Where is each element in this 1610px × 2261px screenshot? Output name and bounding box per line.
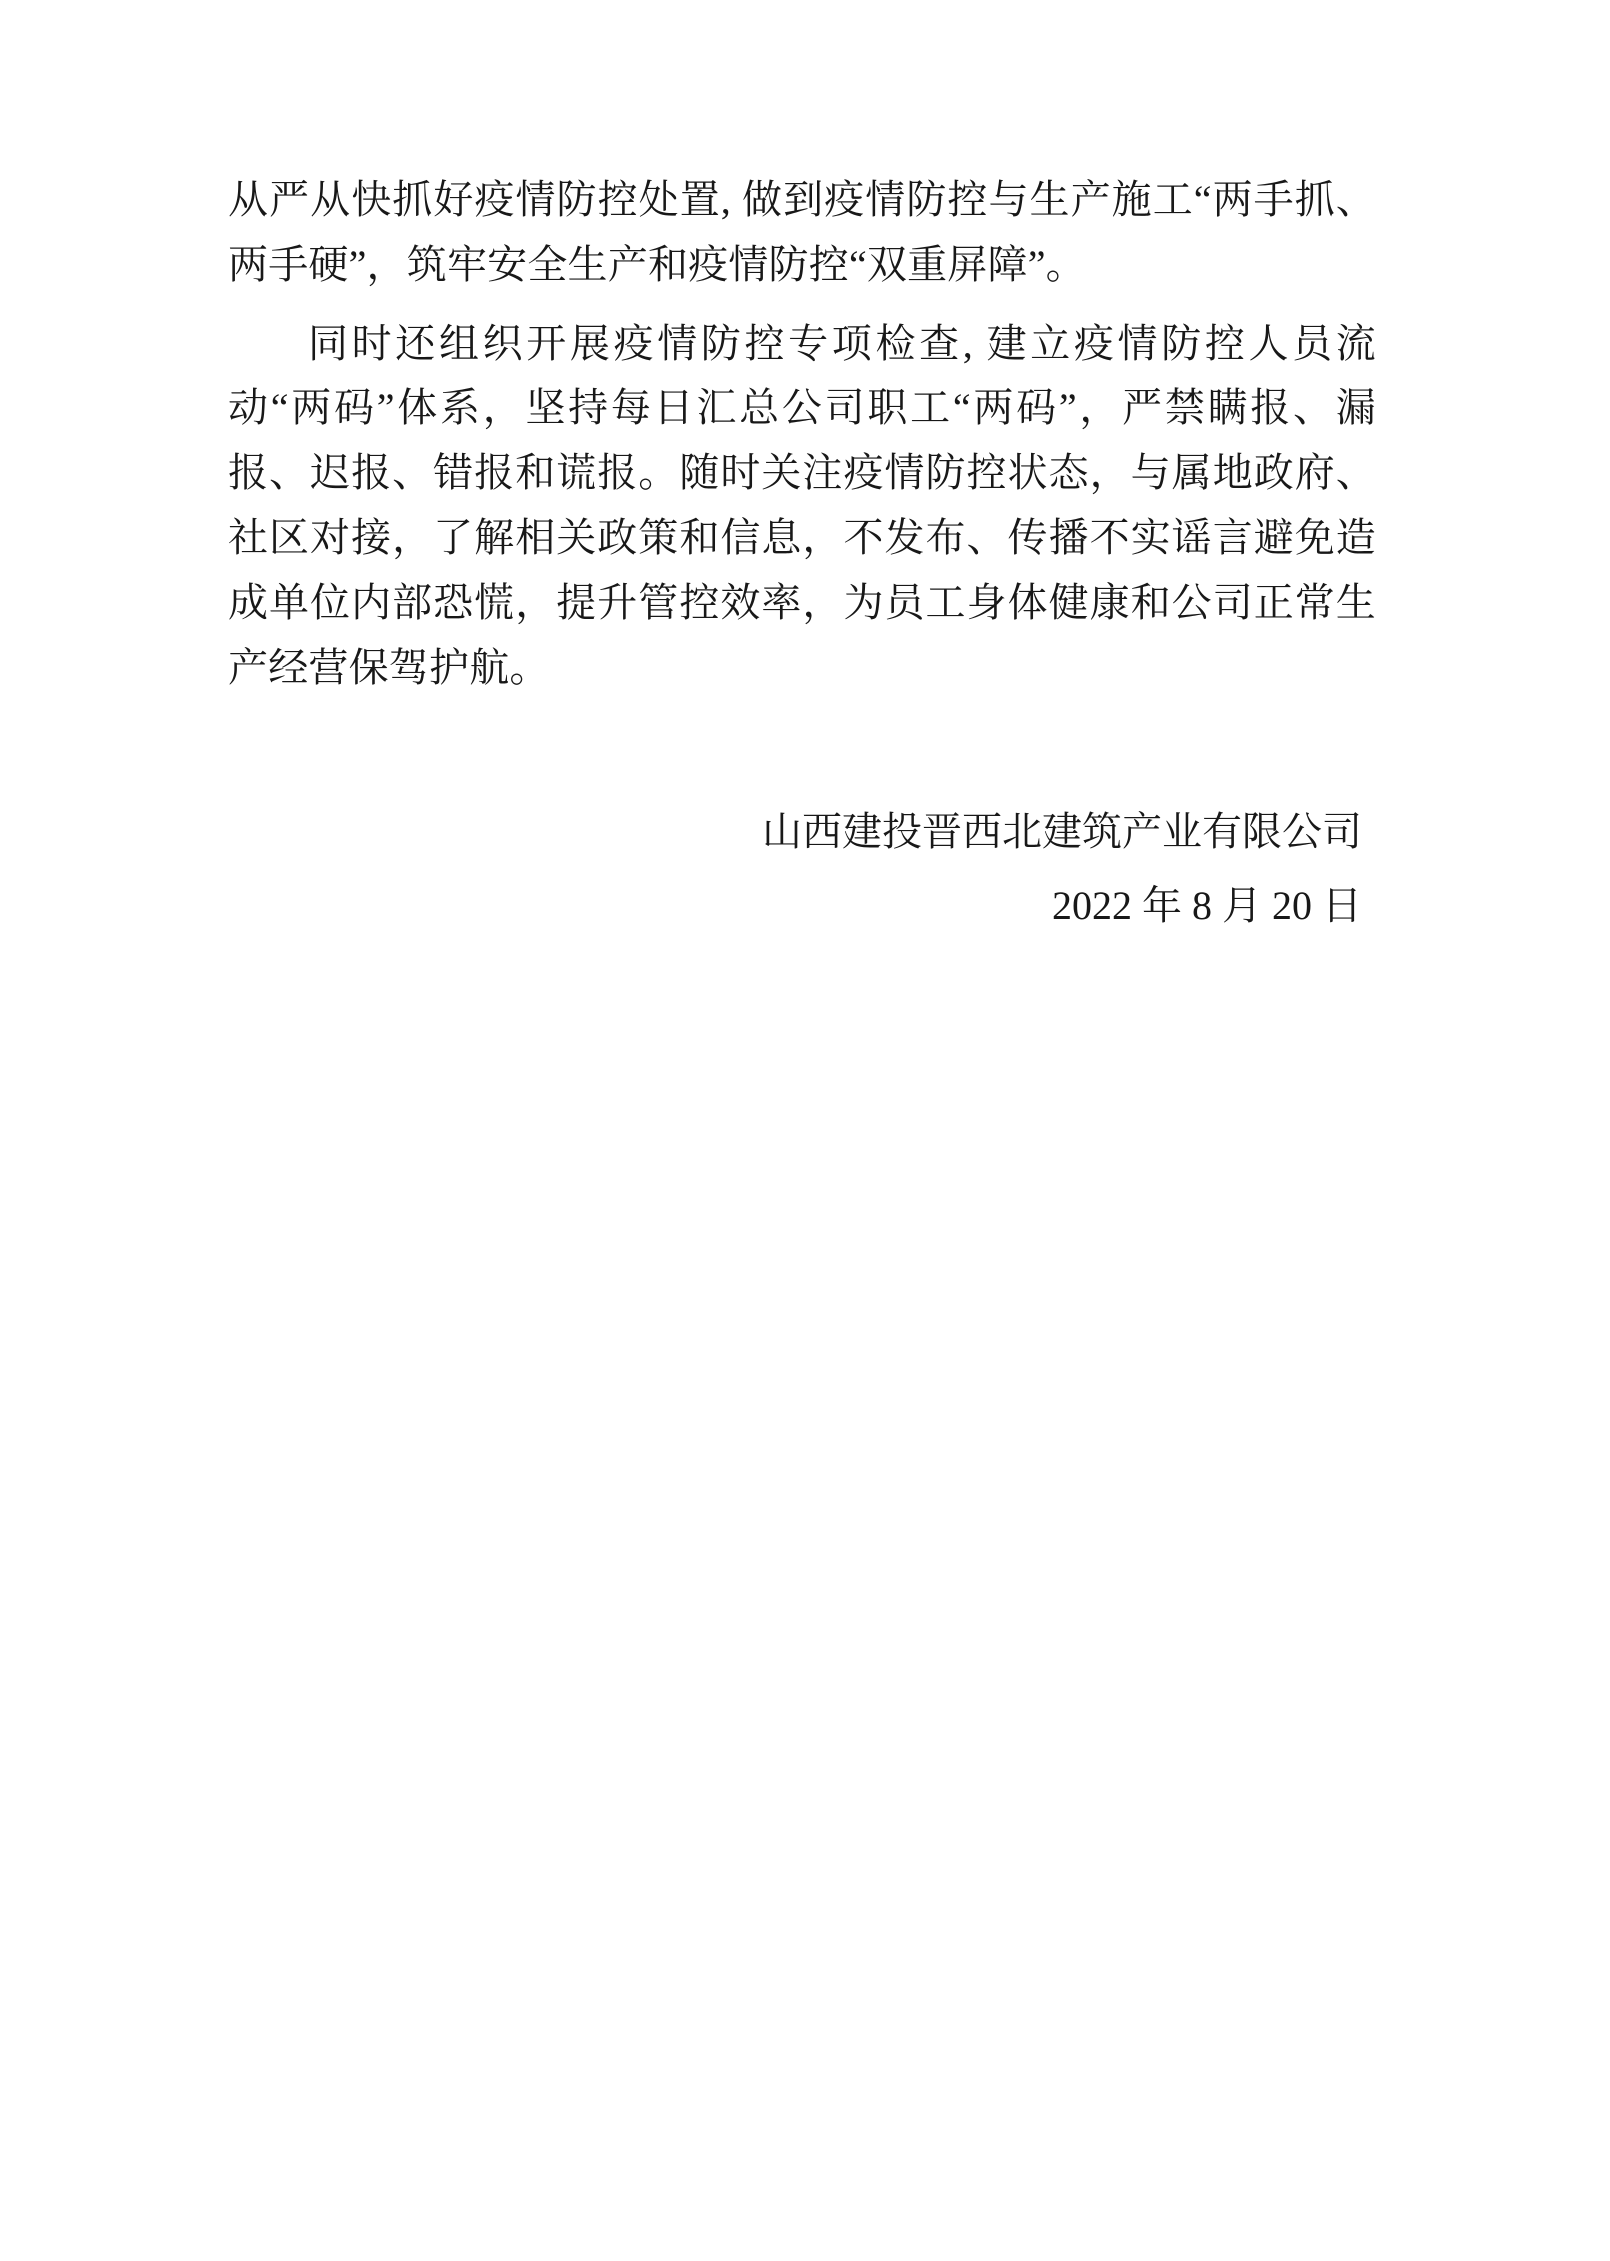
signature-company: 山西建投晋西北建筑产业有限公司 [762,809,1362,854]
document-body [228,168,1376,700]
body-paragraph-2: 同时还组织开展疫情防控专项检查, 建立疫情防控人员流动“两码”体系，坚持每日汇总公司职工“两码”，严禁瞒报、漏报、迟报、错报和谎报。随时关注疫情防控状态，与属地政府、社区对接，了解相关政策和信息，不发布、传播不实谣言避免造成单位内部恐慌，提升管控效率，为员工身体健康和公司正常生产经营保驾护航。 [228,320,1376,690]
signature-date: 2022 年 8 月 20 日 [1052,883,1362,928]
signature-block [228,800,1376,938]
body-paragraph-1: 从严从快抓好疫情防控处置, 做到疫情防控与生产施工“两手抓、两手硬”，筑牢安全生产和疫情防控“双重屏障”。 [228,177,1376,287]
